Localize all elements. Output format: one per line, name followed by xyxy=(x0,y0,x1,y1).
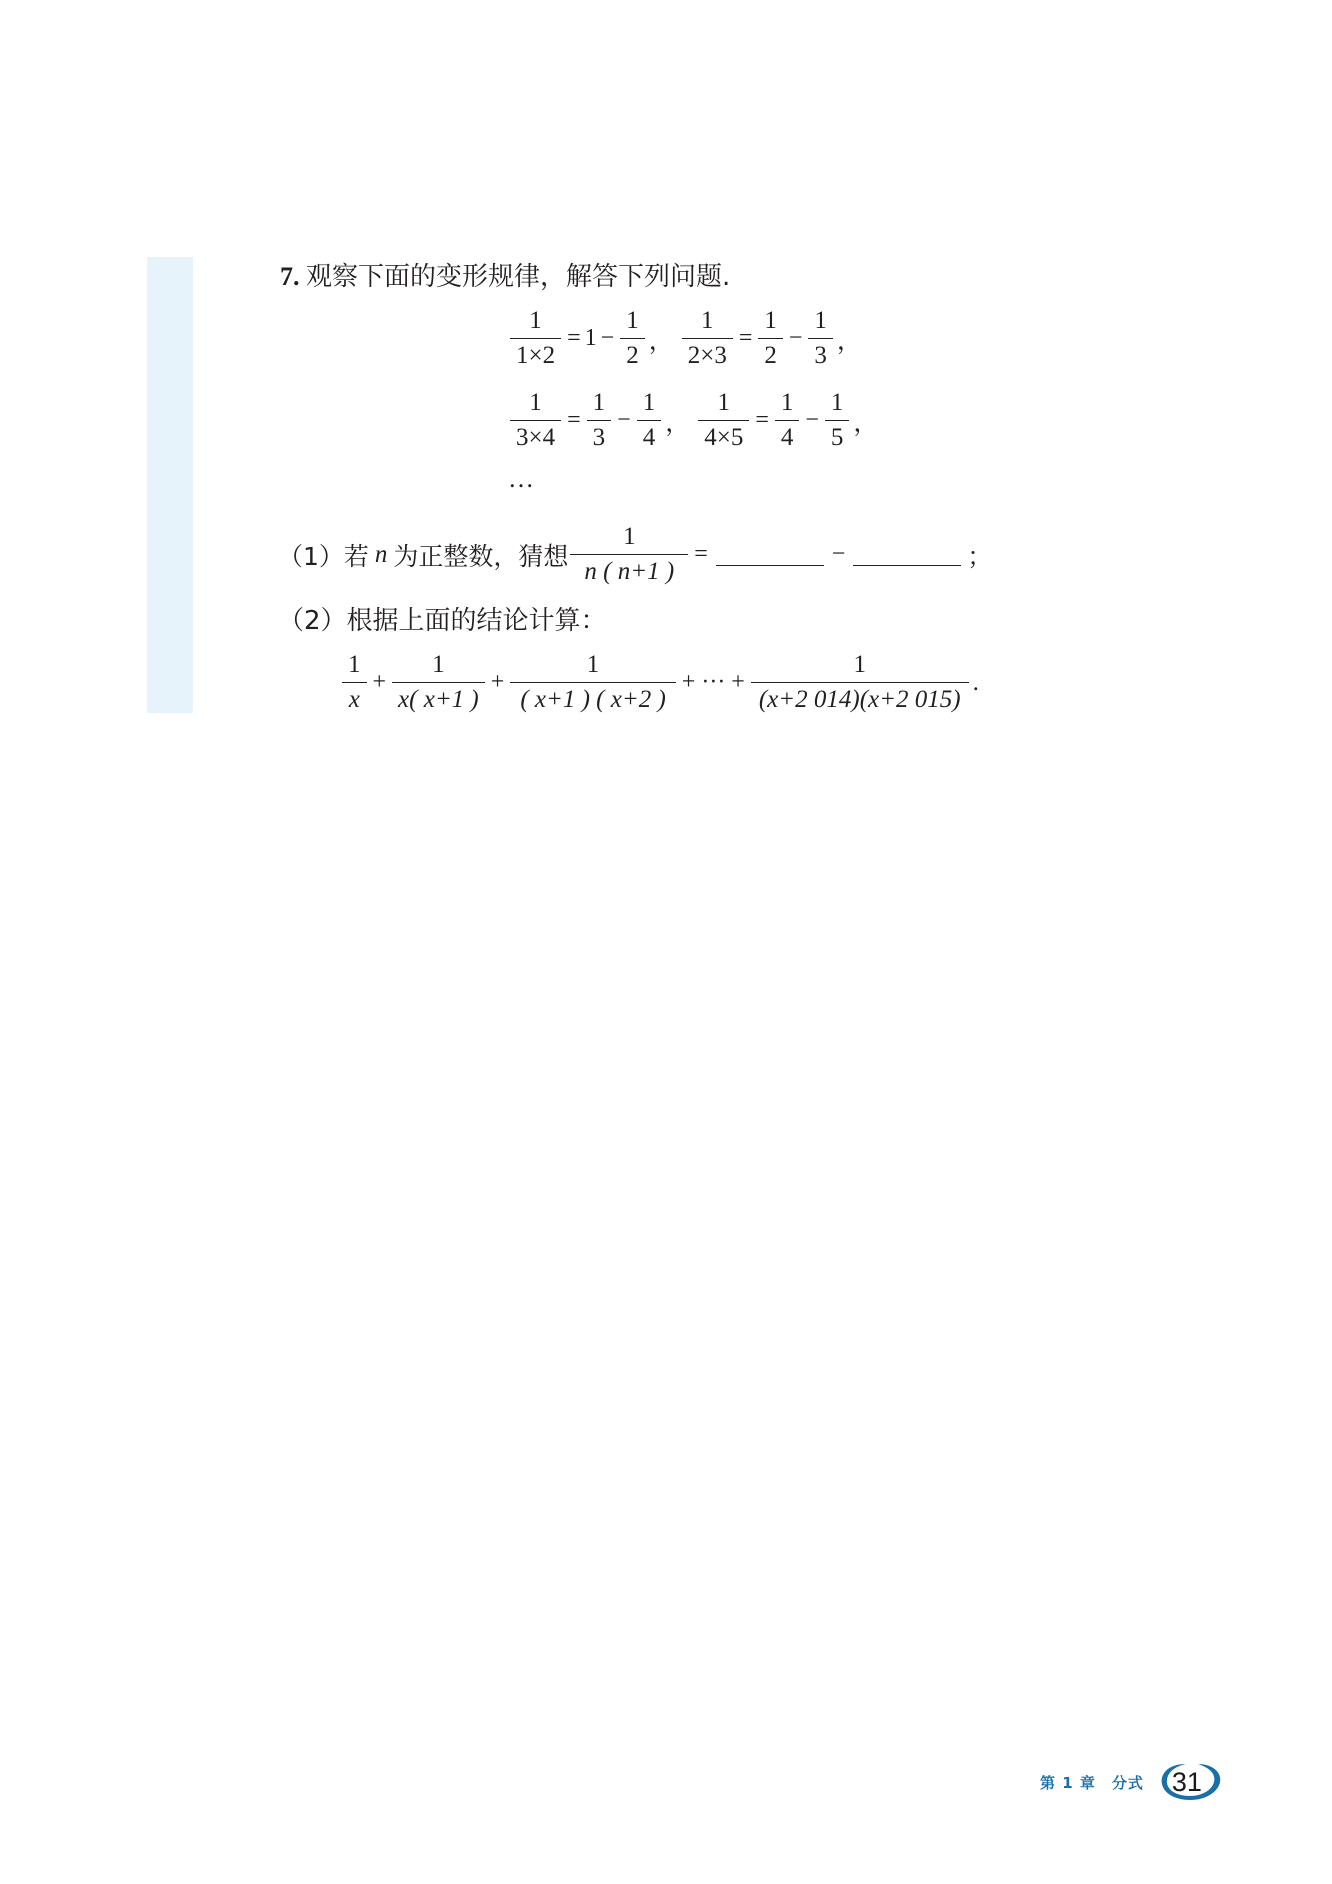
fraction: $\frac{1}{(x+2 014)(x+2 015)}$ xyxy=(751,650,969,715)
fraction: $\frac{1}{1\times 2}$ xyxy=(510,306,561,371)
fraction: $\frac{1}{4\times 5}$ xyxy=(698,388,749,453)
fraction: $\frac{1}{2}$ xyxy=(758,306,783,371)
page-number-badge xyxy=(1156,1760,1224,1804)
part-1-label: （1）若 xyxy=(278,541,369,571)
pattern-row-1: $\frac{1}{1\times 2}$ = 1 − $\frac{1}{2}$ ， $\frac{1}{2\times 3}$ = $\frac{1}{2}$ − $\frac{1}{3}$ ， xyxy=(508,306,868,371)
fraction: $\frac{1}{x}$ xyxy=(342,650,367,715)
part-2-expression: $\frac{1}{x}$ + $\frac{1}{x( x+1 )}$ + $\frac{1}{( x+1 ) ( x+2 )}$ + ··· + $\frac{1}{(x+2 014)(x+2 015)}$ . xyxy=(340,650,985,715)
ellipsis: … xyxy=(508,464,534,493)
chapter-label: 第 1 章 分式 xyxy=(1040,1773,1144,1792)
fraction: $\frac{1}{4}$ xyxy=(775,388,800,453)
fraction: $\frac{1}{( x+1 ) ( x+2 )}$ xyxy=(510,650,675,715)
fraction: $\frac{1}{4}$ xyxy=(637,388,662,453)
question-number: 7. xyxy=(280,262,300,291)
answer-blank-1[interactable] xyxy=(716,543,824,566)
page-number: 31 xyxy=(1171,1767,1202,1797)
answer-blank-2[interactable] xyxy=(853,543,961,566)
question-prompt: 观察下面的变形规律，解答下列问题. xyxy=(306,262,731,292)
fraction: $\frac{1}{n ( n+1 )}$ xyxy=(570,522,688,587)
part-1-text: 为正整数，猜想 xyxy=(393,541,569,571)
variable-n: n xyxy=(374,540,388,568)
fraction: $\frac{1}{3}$ xyxy=(808,306,833,371)
page-footer xyxy=(1040,1760,1224,1804)
fraction: $\frac{1}{3}$ xyxy=(587,388,612,453)
margin-sidebar xyxy=(147,257,193,713)
fraction: $\frac{1}{5}$ xyxy=(825,388,850,453)
part-1: （1）若 n 为正整数，猜想 $\frac{1}{n ( n+1 )}$ = − ； xyxy=(278,523,993,585)
fraction: $\frac{1}{2\times 3}$ xyxy=(682,306,733,371)
question-title xyxy=(280,256,730,293)
fraction: $\frac{1}{2}$ xyxy=(620,306,645,371)
fraction: $\frac{1}{3\times 4}$ xyxy=(510,388,561,453)
fraction: $\frac{1}{x( x+1 )}$ xyxy=(392,650,485,715)
pattern-row-2: $\frac{1}{3\times 4}$ = $\frac{1}{3}$ − $\frac{1}{4}$ ， $\frac{1}{4\times 5}$ = $\frac{1}{4}$ − $\frac{1}{5}$ ， xyxy=(508,388,884,453)
part-2-label: （2）根据上面的结论计算： xyxy=(278,606,607,636)
